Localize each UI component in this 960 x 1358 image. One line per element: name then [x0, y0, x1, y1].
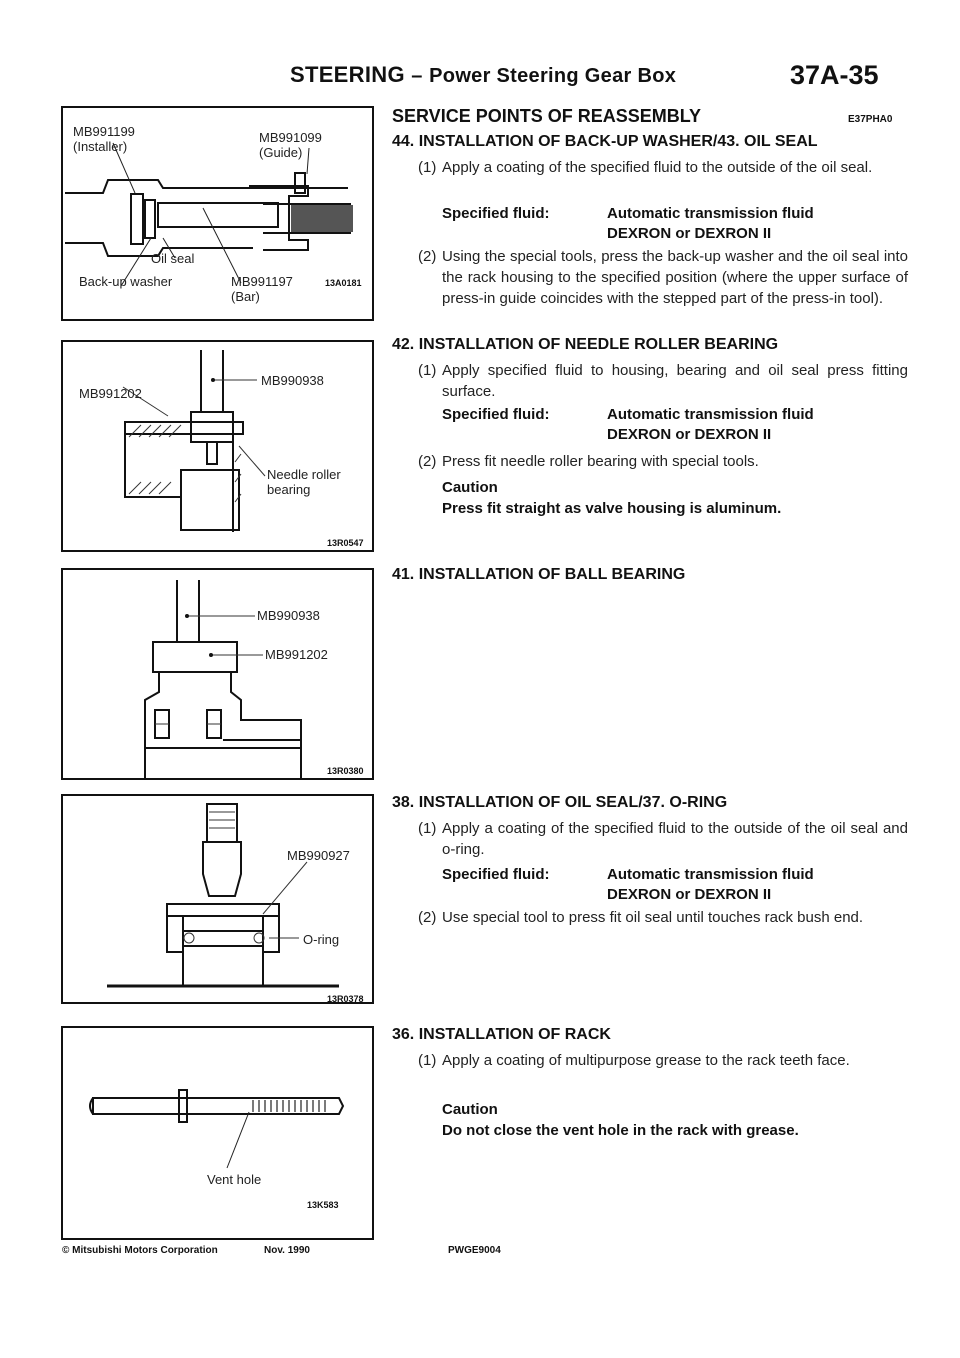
footer-copyright: © Mitsubishi Motors Corporation: [62, 1245, 218, 1256]
header-section: STEERING: [290, 62, 405, 87]
step: [420, 451, 908, 472]
fluid-label: Specified fluid:: [442, 406, 550, 423]
figure-code: 13R0380: [327, 766, 364, 776]
figure-code: 13R0378: [327, 994, 364, 1004]
figure-oil-seal-installation: [61, 106, 374, 321]
step: [420, 818, 908, 860]
step-number: (1): [418, 362, 437, 379]
label-mb991197: MB991197: [231, 274, 293, 289]
label-mb990927: MB990927: [287, 848, 350, 863]
page-header: [0, 62, 960, 92]
figure-code: 13R0547: [327, 538, 364, 548]
fluid-value-2: DEXRON or DEXRON II: [607, 225, 772, 242]
step: [420, 360, 908, 402]
page-number: 37A-35: [790, 60, 879, 90]
fluid-value: Automatic transmission fluid: [607, 406, 814, 423]
label-mb990938: MB990938: [261, 373, 324, 388]
figure-rack: [61, 1026, 374, 1240]
label-mb991202: MB991202: [265, 647, 328, 662]
header-dash: –: [411, 65, 423, 87]
label-mb991199: MB991199: [73, 124, 135, 139]
fluid-label: Specified fluid:: [442, 205, 550, 222]
heading-needle-roller-bearing: 42. INSTALLATION OF NEEDLE ROLLER BEARING: [392, 336, 779, 353]
step-number: (2): [418, 909, 437, 926]
step-number: (1): [418, 820, 437, 837]
figure-oil-seal-o-ring: [61, 794, 374, 1004]
label-needle-roller: Needle roller: [267, 467, 341, 482]
step: [420, 907, 908, 928]
label-vent-hole: Vent hole: [207, 1172, 262, 1187]
step: [420, 157, 908, 178]
step-text: Press fit needle roller bearing with special tools.: [442, 453, 759, 470]
fluid-value: Automatic transmission fluid: [607, 866, 814, 883]
fluid-value-2: DEXRON or DEXRON II: [607, 426, 772, 443]
step-number: (2): [418, 453, 437, 470]
label-oil-seal: Oil seal: [151, 251, 195, 266]
specified-fluid: [442, 865, 814, 903]
fluid-value: Automatic transmission fluid: [607, 205, 814, 222]
step-number: (1): [418, 1052, 437, 1069]
specified-fluid: [442, 405, 814, 443]
figure-code: 13K583: [307, 1200, 339, 1210]
label-o-ring: O-ring: [303, 932, 340, 947]
oil-seal-o-ring-diagram: [63, 796, 372, 1002]
label-mb991099: MB991099: [259, 130, 322, 145]
ball-bearing-diagram: [63, 570, 372, 778]
step-text: Apply a coating of the specified fluid to the outside of the oil seal.: [442, 159, 873, 176]
fluid-label: Specified fluid:: [442, 866, 550, 883]
step-text: Apply specified fluid to housing, bearing and oil seal press fitting surface.: [442, 362, 908, 400]
label-guide: (Guide): [259, 145, 303, 160]
label-back-up-washer: Back-up washer: [79, 274, 173, 289]
footer-date: Nov. 1990: [264, 1245, 310, 1256]
step-text: Apply a coating of the specified fluid to the outside of the oil seal and o-ring.: [442, 820, 908, 858]
figure-code: 13A0181: [325, 278, 362, 288]
step-number: (1): [418, 159, 437, 176]
label-mb990938: MB990938: [257, 608, 320, 623]
footer-doc-code: PWGE9004: [448, 1245, 501, 1256]
label-bearing: bearing: [267, 482, 311, 497]
label-bar: (Bar): [231, 289, 260, 304]
caution-text: Do not close the vent hole in the rack with grease.: [442, 1122, 799, 1139]
label-installer: (Installer): [73, 139, 128, 154]
specified-fluid: [442, 204, 814, 242]
heading-oil-seal-o-ring: 38. INSTALLATION OF OIL SEAL/37. O-RING: [392, 794, 728, 811]
section-code: E37PHA0: [848, 114, 893, 125]
caution-text: Press fit straight as valve housing is aluminum.: [442, 500, 782, 517]
step-text: Use special tool to press fit oil seal until touches rack bush end.: [442, 909, 864, 926]
needle-bearing-diagram: [63, 342, 372, 550]
header-subsection: Power Steering Gear Box: [429, 65, 677, 87]
label-mb991202: MB991202: [79, 386, 142, 401]
caution-title: Caution: [442, 1101, 498, 1118]
step: [420, 1050, 908, 1071]
step-text: Using the special tools, press the back-up washer and the oil seal into the rack housing to the specified position (where the upper surface of press-in guide coincides with the stepped part of the press-in tool).: [442, 248, 908, 307]
header-title: [290, 62, 676, 88]
fluid-value-2: DEXRON or DEXRON II: [607, 886, 772, 903]
step-number: (2): [418, 248, 437, 265]
step-text: Apply a coating of multipurpose grease to the rack teeth face.: [442, 1052, 850, 1069]
heading-back-up-washer-oil-seal: 44. INSTALLATION OF BACK-UP WASHER/43. OIL SEAL: [392, 133, 818, 150]
figure-ball-bearing: [61, 568, 374, 780]
figure-needle-roller-bearing: [61, 340, 374, 552]
caution-title: Caution: [442, 479, 498, 496]
step: [420, 246, 908, 309]
heading-ball-bearing: 41. INSTALLATION OF BALL BEARING: [392, 566, 686, 583]
heading-rack: 36. INSTALLATION OF RACK: [392, 1026, 611, 1043]
section-title: SERVICE POINTS OF REASSEMBLY: [392, 106, 702, 126]
